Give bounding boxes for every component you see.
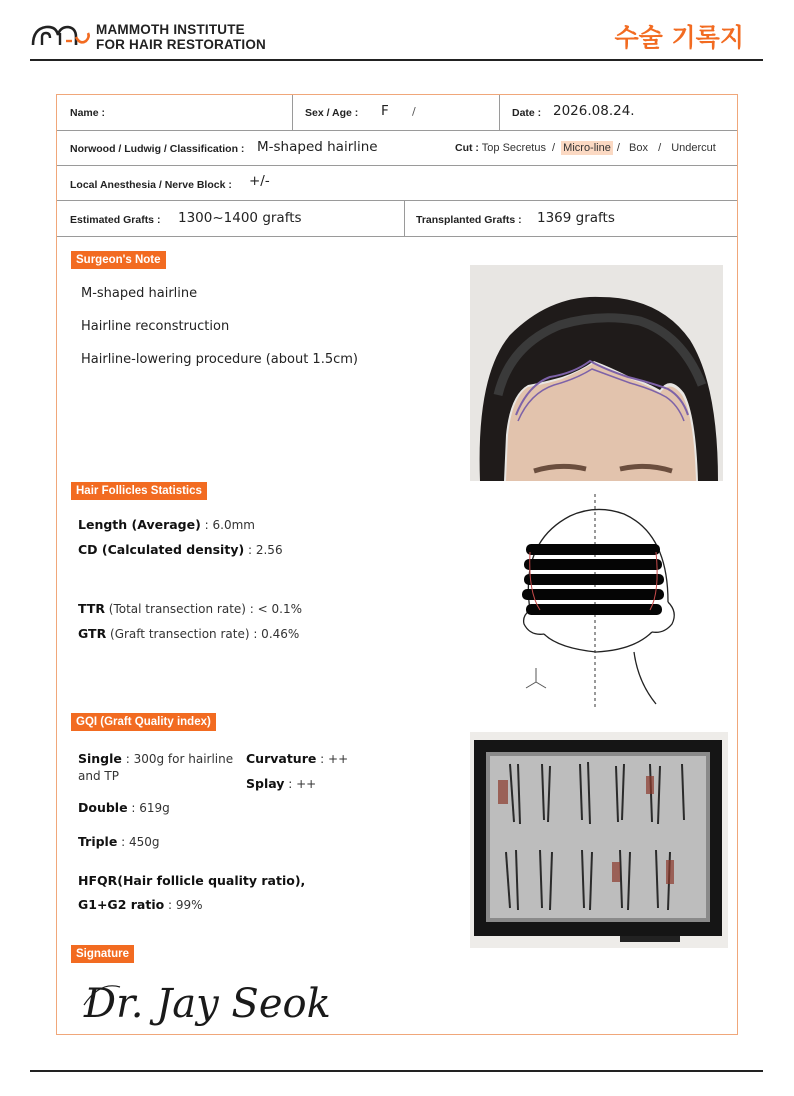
hfqr-stat <box>78 873 305 888</box>
footer-rule <box>30 1070 763 1072</box>
estimated-grafts-label: Estimated Grafts : <box>70 214 161 226</box>
signature-text: Dr. Jay Seok <box>84 981 331 1027</box>
cut-option-top-secretus[interactable]: Top Secretus <box>481 142 546 154</box>
sex-value[interactable]: F <box>381 103 389 119</box>
sex-age-label: Sex / Age : <box>305 107 359 119</box>
surgeon-note-tag: Surgeon's Note <box>71 251 166 269</box>
header-rule <box>30 59 763 61</box>
signature-image <box>80 965 340 1037</box>
curvature-label: Curvature <box>246 751 317 766</box>
follicle-stats-tag: Hair Follicles Statistics <box>71 482 207 500</box>
single-value-cont: and TP <box>78 769 119 783</box>
curvature-stat <box>246 751 348 766</box>
mammoth-logo-icon <box>30 21 92 51</box>
length-label: Length (Average) <box>78 517 201 532</box>
double-label: Double <box>78 800 128 815</box>
splay-stat <box>246 776 316 791</box>
g1g2-label: G1+G2 ratio <box>78 897 165 912</box>
gtr-desc: (Graft transection rate) : 0.46% <box>106 627 300 641</box>
logo-line2: FOR HAIR RESTORATION <box>96 37 267 52</box>
triple-value: : 450g <box>117 835 160 849</box>
note-line: Hairline-lowering procedure (about 1.5cm) <box>81 352 358 367</box>
ttr-desc: (Total transection rate) : < 0.1% <box>104 602 303 616</box>
head-diagram <box>500 492 700 712</box>
logo <box>30 20 280 54</box>
ttr-label: TTR <box>78 601 105 616</box>
cut-separator: / <box>658 142 662 154</box>
transplanted-grafts-label: Transplanted Grafts : <box>416 214 522 226</box>
splay-label: Splay <box>246 776 285 791</box>
row-divider <box>57 130 737 131</box>
estimated-grafts-value[interactable]: 1300~1400 grafts <box>178 210 302 226</box>
note-line: Hairline reconstruction <box>81 319 230 334</box>
document-title: 수술 기록지 <box>614 23 744 52</box>
graft-photo <box>470 732 728 948</box>
col-divider <box>404 201 405 236</box>
classification-label: Norwood / Ludwig / Classification : <box>70 143 245 155</box>
cd-stat <box>78 542 283 557</box>
triple-label: Triple <box>78 834 118 849</box>
length-stat <box>78 517 255 532</box>
gtr-stat <box>78 626 299 641</box>
gqi-tag: GQI (Graft Quality index) <box>71 713 216 731</box>
logo-line1: MAMMOTH INSTITUTE <box>96 22 245 37</box>
date-value[interactable]: 2026.08.24. <box>553 103 635 119</box>
transplanted-grafts-value[interactable]: 1369 grafts <box>537 210 615 226</box>
sex-age-separator: / <box>412 105 416 118</box>
cut-label: Cut : <box>455 142 479 154</box>
hairline-photo <box>470 265 723 481</box>
col-divider <box>499 95 500 130</box>
cut-option-undercut[interactable]: Undercut <box>671 142 716 154</box>
cd-label: CD (Calculated density) <box>78 542 245 557</box>
cd-value: : 2.56 <box>244 543 283 557</box>
cut-option-micro-line[interactable]: Micro-line <box>563 142 611 154</box>
cut-option-box[interactable]: Box <box>629 142 649 154</box>
g1g2-value: : 99% <box>164 898 203 912</box>
triple-stat <box>78 834 160 849</box>
classification-value[interactable]: M-shaped hairline <box>257 139 378 155</box>
ttr-stat <box>78 601 302 616</box>
col-divider <box>292 95 293 130</box>
signature-tag: Signature <box>71 945 134 963</box>
cut-separator: / <box>552 142 556 154</box>
g1g2-stat <box>78 897 203 912</box>
date-label: Date : <box>512 107 542 119</box>
row-divider <box>57 200 737 201</box>
cut-separator: / <box>616 142 620 154</box>
splay-value: : ++ <box>284 777 317 791</box>
single-value: : 300g for hairline <box>121 752 234 766</box>
row-divider <box>57 236 737 237</box>
anesthesia-label: Local Anesthesia / Nerve Block : <box>70 179 232 191</box>
curvature-value: : ++ <box>316 752 349 766</box>
cut-options <box>455 142 716 154</box>
name-label: Name : <box>70 107 106 119</box>
anesthesia-value[interactable]: +/- <box>249 173 270 189</box>
single-stat <box>78 750 233 785</box>
row-divider <box>57 165 737 166</box>
hfqr-label: HFQR(Hair follicle quality ratio), <box>78 873 306 888</box>
gtr-label: GTR <box>78 626 107 641</box>
double-stat <box>78 800 170 815</box>
redaction-bars <box>522 544 664 615</box>
note-line: M-shaped hairline <box>81 286 198 301</box>
single-label: Single <box>78 751 122 766</box>
double-value: : 619g <box>127 801 170 815</box>
length-value: : 6.0mm <box>200 518 255 532</box>
